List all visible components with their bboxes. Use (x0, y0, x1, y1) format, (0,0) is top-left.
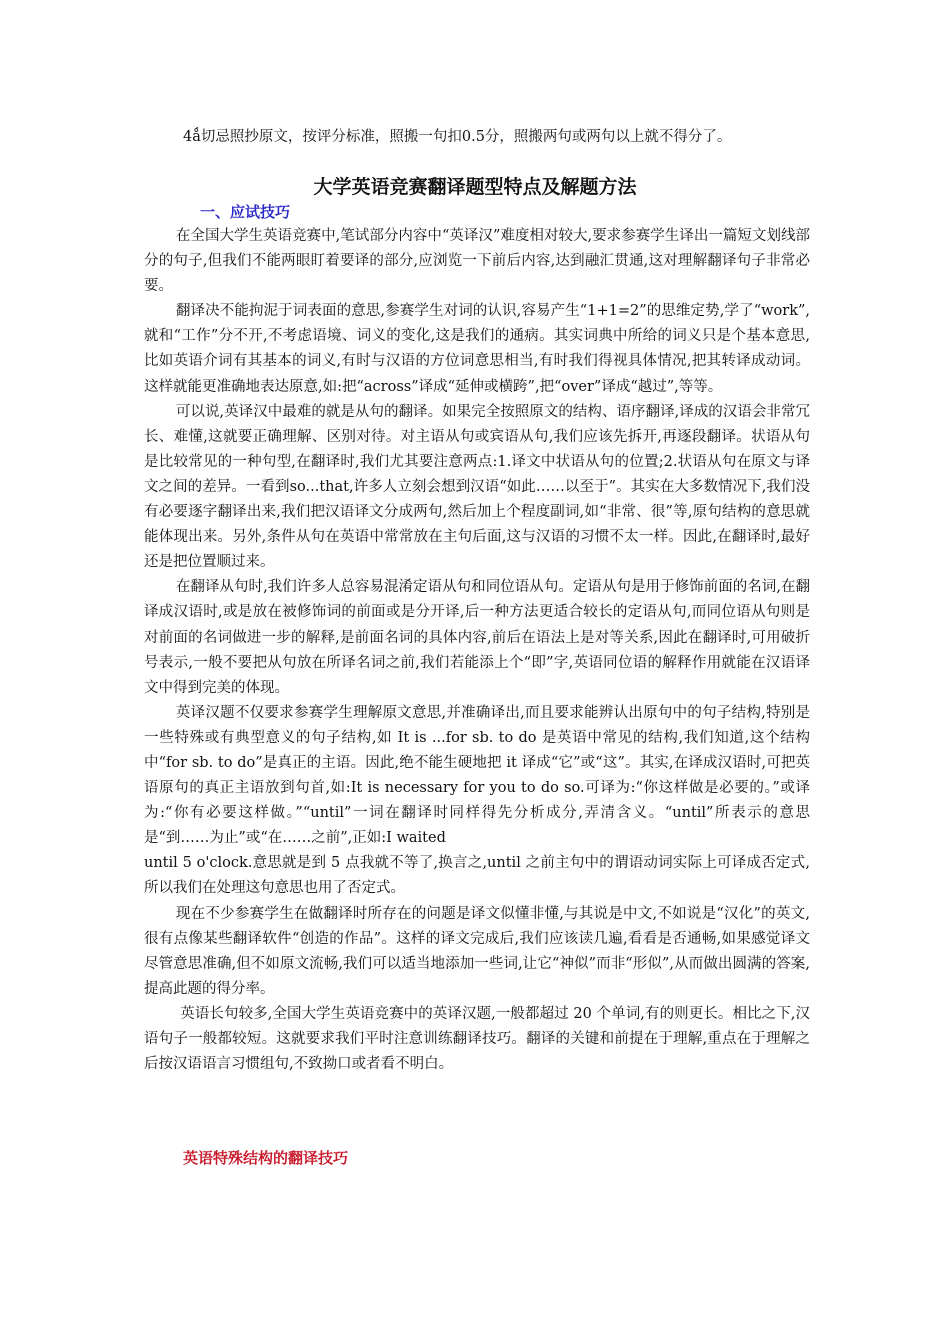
paragraph: 英语长句较多,全国大学生英语竞赛中的英译汉题,一般都超过 20 个单词,有的则更长。相比之下,汉语句子一般都较短。这就要求我们平时注意训练翻译技巧。翻译的关键和前提在于理解,重点在于理解之后按汉语语言习惯组句,不致拗口或者看不明白。 (144, 1005, 810, 1073)
paragraph: 翻译决不能拘泥于词表面的意思,参赛学生对词的认识,容易产生“1+1=2”的思维定势,学了“work”,就和“工作”分不开,不考虑语境、词义的变化,这是我们的通病。其实词典中所给的词义只是个基本意思,比如英语介词有其基本的词义,有时与汉语的方位词意思相当,有时我们得视具体情况,把其转译成动词。这样就能更准确地表达原意,如:把“across”译成“延伸或横跨”,把“over”译成“越过”,等等。 (144, 303, 810, 395)
paragraph: 现在不少参赛学生在做翻译时所存在的问题是译文似懂非懂,与其说是中文,不如说是“汉化”的英文,很有点像某些翻译软件“创造的作品”。这样的译文完成后,我们应该读几遍,看看是否通畅,如果感觉译文尽管意思准确,但不如原文流畅,我们可以适当地添加一些词,让它“神似”而非“形似”,从而做出圆满的答案,提高此题的得分率。 (144, 905, 810, 997)
paragraph: until 5 o'clock.意思就是到 5 点我就不等了,换言之,until 之前主句中的谓语动词实际上可译成否定式,所以我们在处理这句意思也用了否定式。 (144, 855, 810, 897)
section-heading-exam-skills: 一、应试技巧 (200, 203, 291, 221)
section-heading-special-structures: 英语特殊结构的翻译技巧 (183, 1149, 349, 1167)
body-text (144, 224, 810, 1077)
paragraph: 在翻译从句时,我们许多人总容易混淆定语从句和同位语从句。定语从句是用于修饰前面的名词,在翻译成汉语时,或是放在被修饰词的前面或是分开译,后一种方法更适合较长的定语从句,而同位语从句则是对前面的名词做进一步的解释,是前面名词的具体内容,前后在语法上是对等关系,因此在翻译时,可用破折号表示,一般不要把从句放在所译名词之前,我们若能添上个“即”字,英语同位语的解释作用就能在汉语译文中得到完美的体现。 (144, 579, 810, 696)
paragraph: 可以说,英译汉中最难的就是从句的翻译。如果完全按照原文的结构、语序翻译,译成的汉语会非常冗长、难懂,这就要正确理解、区别对待。对主语从句或宾语从句,我们应该先拆开,再逐段翻译。状语从句是比较常见的一种句型,在翻译时,我们尤其要注意两点:1.译文中状语从句的位置;2.状语从句在原文与译文之间的差异。一看到so...that,许多人立刻会想到汉语“如此……以至于”。其实在大多数情况下,我们没有必要逐字翻译出来,我们把汉语译文分成两句,然后加上个程度副词,如“非常、很”等,原句结构的意思就能体现出来。另外,条件从句在英语中常常放在主句后面,这与汉语的习惯不太一样。因此,在翻译时,最好还是把位置顺过来。 (144, 403, 810, 571)
intro-line: 4ǻ切忌照抄原文，按评分标准，照搬一句扣0.5分，照搬两句或两句以上就不得分了。 (183, 129, 732, 145)
paragraph: 英译汉题不仅要求参赛学生理解原文意思,并准确译出,而且要求能辨认出原句中的句子结构,特别是一些特殊或有典型意义的句子结构,如 It is ...for sb. to do 是英语中常见的结构,我们知道,这个结构中“for sb. to do”是真正的主语。因此,绝不能生硬地把 it 译成“它”或“这”。其实,在译成汉语时,可把英语原句的真正主语放到句首,如:It is necessary for you to do so.可译为:“你这样做是必要的。”或译为:“你有必要这样做。”“until”一词在翻译时同样得先分析成分,弄清含义。“until”所表示的意思是“到……为止”或“在……之前”,正如:I waited (144, 704, 810, 847)
page-title: 大学英语竞赛翻译题型特点及解题方法 (313, 176, 637, 198)
paragraph: 在全国大学生英语竞赛中,笔试部分内容中“英译汉”难度相对较大,要求参赛学生译出一篇短文划线部分的句子,但我们不能两眼盯着要译的部分,应浏览一下前后内容,达到融汇贯通,这对理解翻译句子非常必要。 (144, 228, 810, 295)
